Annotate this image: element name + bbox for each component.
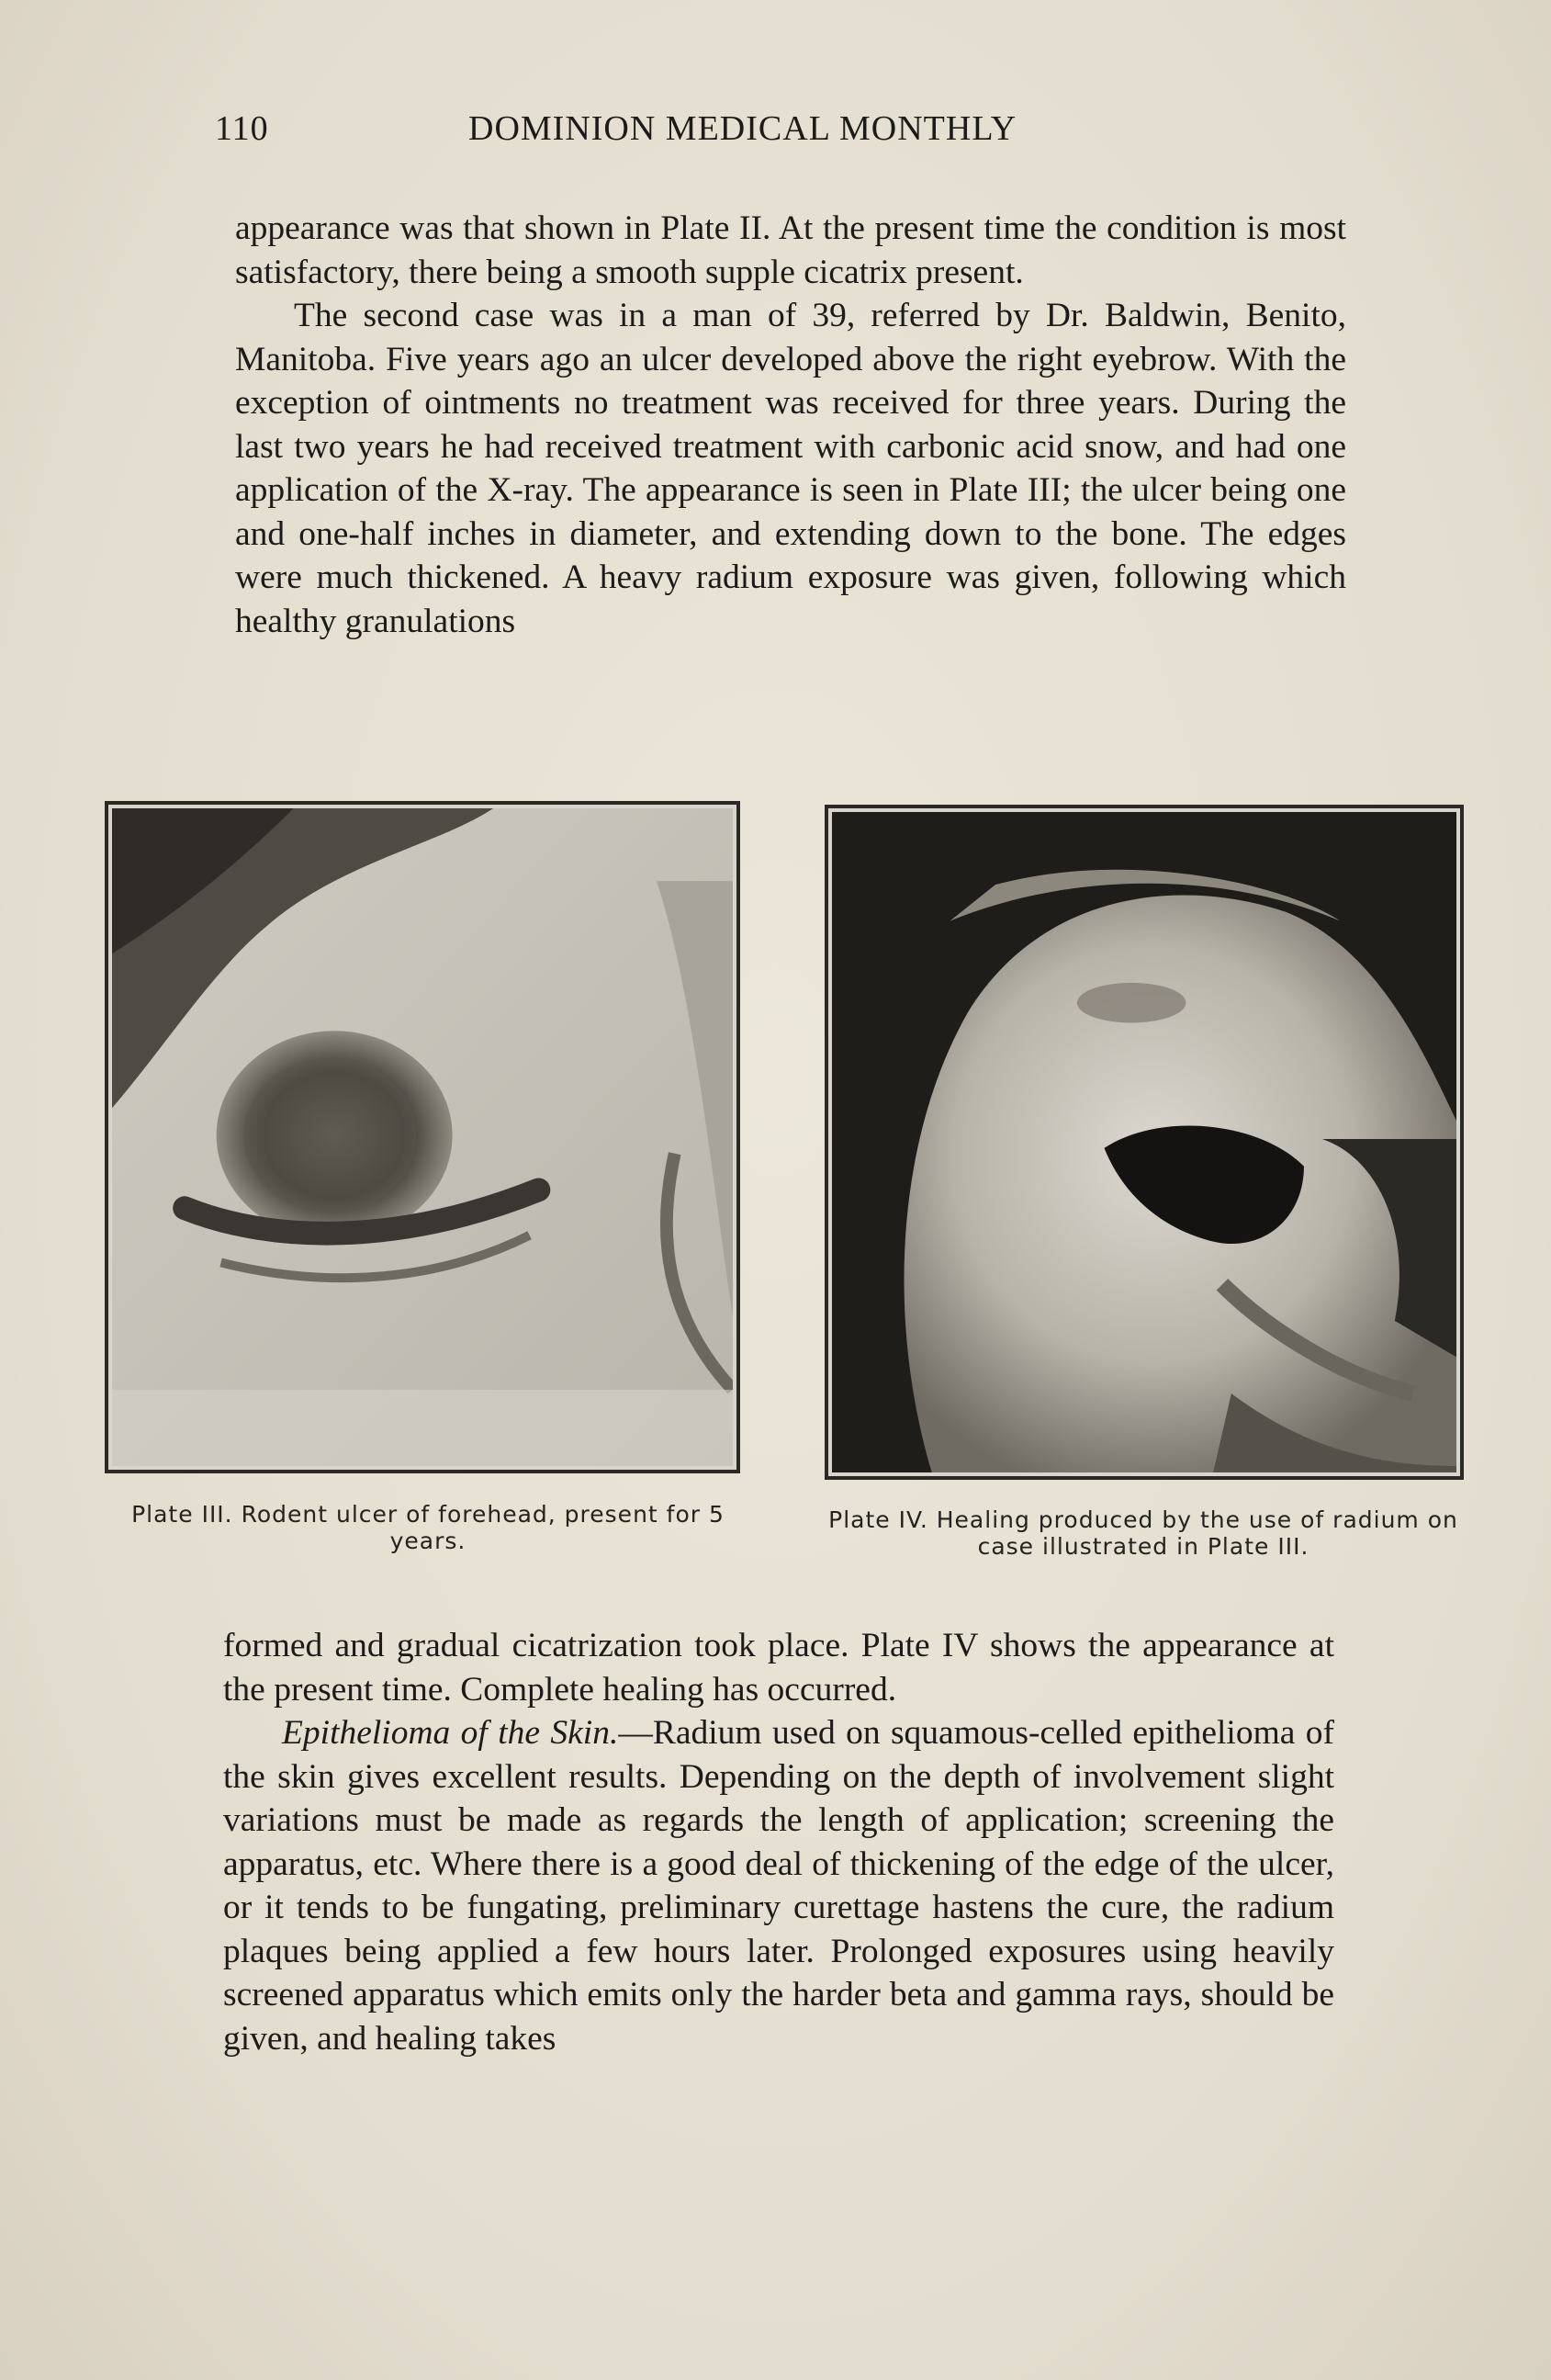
- plate-iv-photo: [825, 805, 1464, 1480]
- plate-iv-caption: [808, 1506, 1478, 1560]
- paragraph-second-case: The second case was in a man of 39, referred by Dr. Baldwin, Benito, Manitoba. Five years ago an ulcer developed above the right eyebrow. With the exception of ointments no treatment was received for three years. During the last two years he had received treatment with carbonic acid snow, and had one application of the X-ray. The appearance is seen in Plate III; the ulcer being one and one-half inches in diameter, and extending down to the bone. The edges were much thickened. A heavy radium exposure was given, following which healthy granulations: [235, 297, 1346, 640]
- rodent-ulcer-photo-image: [112, 808, 733, 1466]
- plate-iii-caption-text: Rodent ulcer of forehead, present for 5 years.: [241, 1501, 725, 1554]
- paragraph-continuation: appearance was that shown in Plate II. At the present time the condition is most satisfactory, there being a smooth supple cicatrix present.: [235, 209, 1346, 291]
- paragraph-healing: formed and gradual cicatrization took place. Plate IV shows the appearance at the present time. Complete healing has occurred.: [223, 1627, 1334, 1709]
- epithelioma-text: —Radium used on squamous-celled epithelioma of the skin gives excellent results. Depending on the depth of involvement slight variations must be made as regards the length of application; screening the apparatus, etc. Where there is a good deal of thickening of the edge of the ulcer, or it tends to be fungating, preliminary curettage hastens the cure, the radium plaques being applied a few hours later. Prolonged exposures using heavily screened apparatus which emits only the harder beta and gamma rays, should be given, and healing takes: [223, 1714, 1334, 2058]
- page-number: 110: [215, 109, 269, 148]
- plate-iv-caption-text: Healing produced by the use of radium on case illustrated in Plate III.: [936, 1506, 1458, 1560]
- plate-iii-caption: [107, 1501, 749, 1554]
- healed-face-photo-image: [832, 812, 1456, 1472]
- journal-title: DOMINION MEDICAL MONTHLY: [468, 109, 1017, 148]
- epithelioma-heading: Epithelioma of the Skin.: [282, 1714, 619, 1752]
- plate-iii-photo: [105, 801, 740, 1473]
- plate-iii-label: Plate III.: [131, 1501, 233, 1528]
- paragraph-epithelioma: [223, 1711, 1334, 2060]
- top-text-block: [235, 207, 1346, 643]
- plate-iv-label: Plate IV.: [828, 1506, 928, 1533]
- bottom-text-block: [223, 1624, 1334, 2060]
- running-head: [215, 108, 1133, 154]
